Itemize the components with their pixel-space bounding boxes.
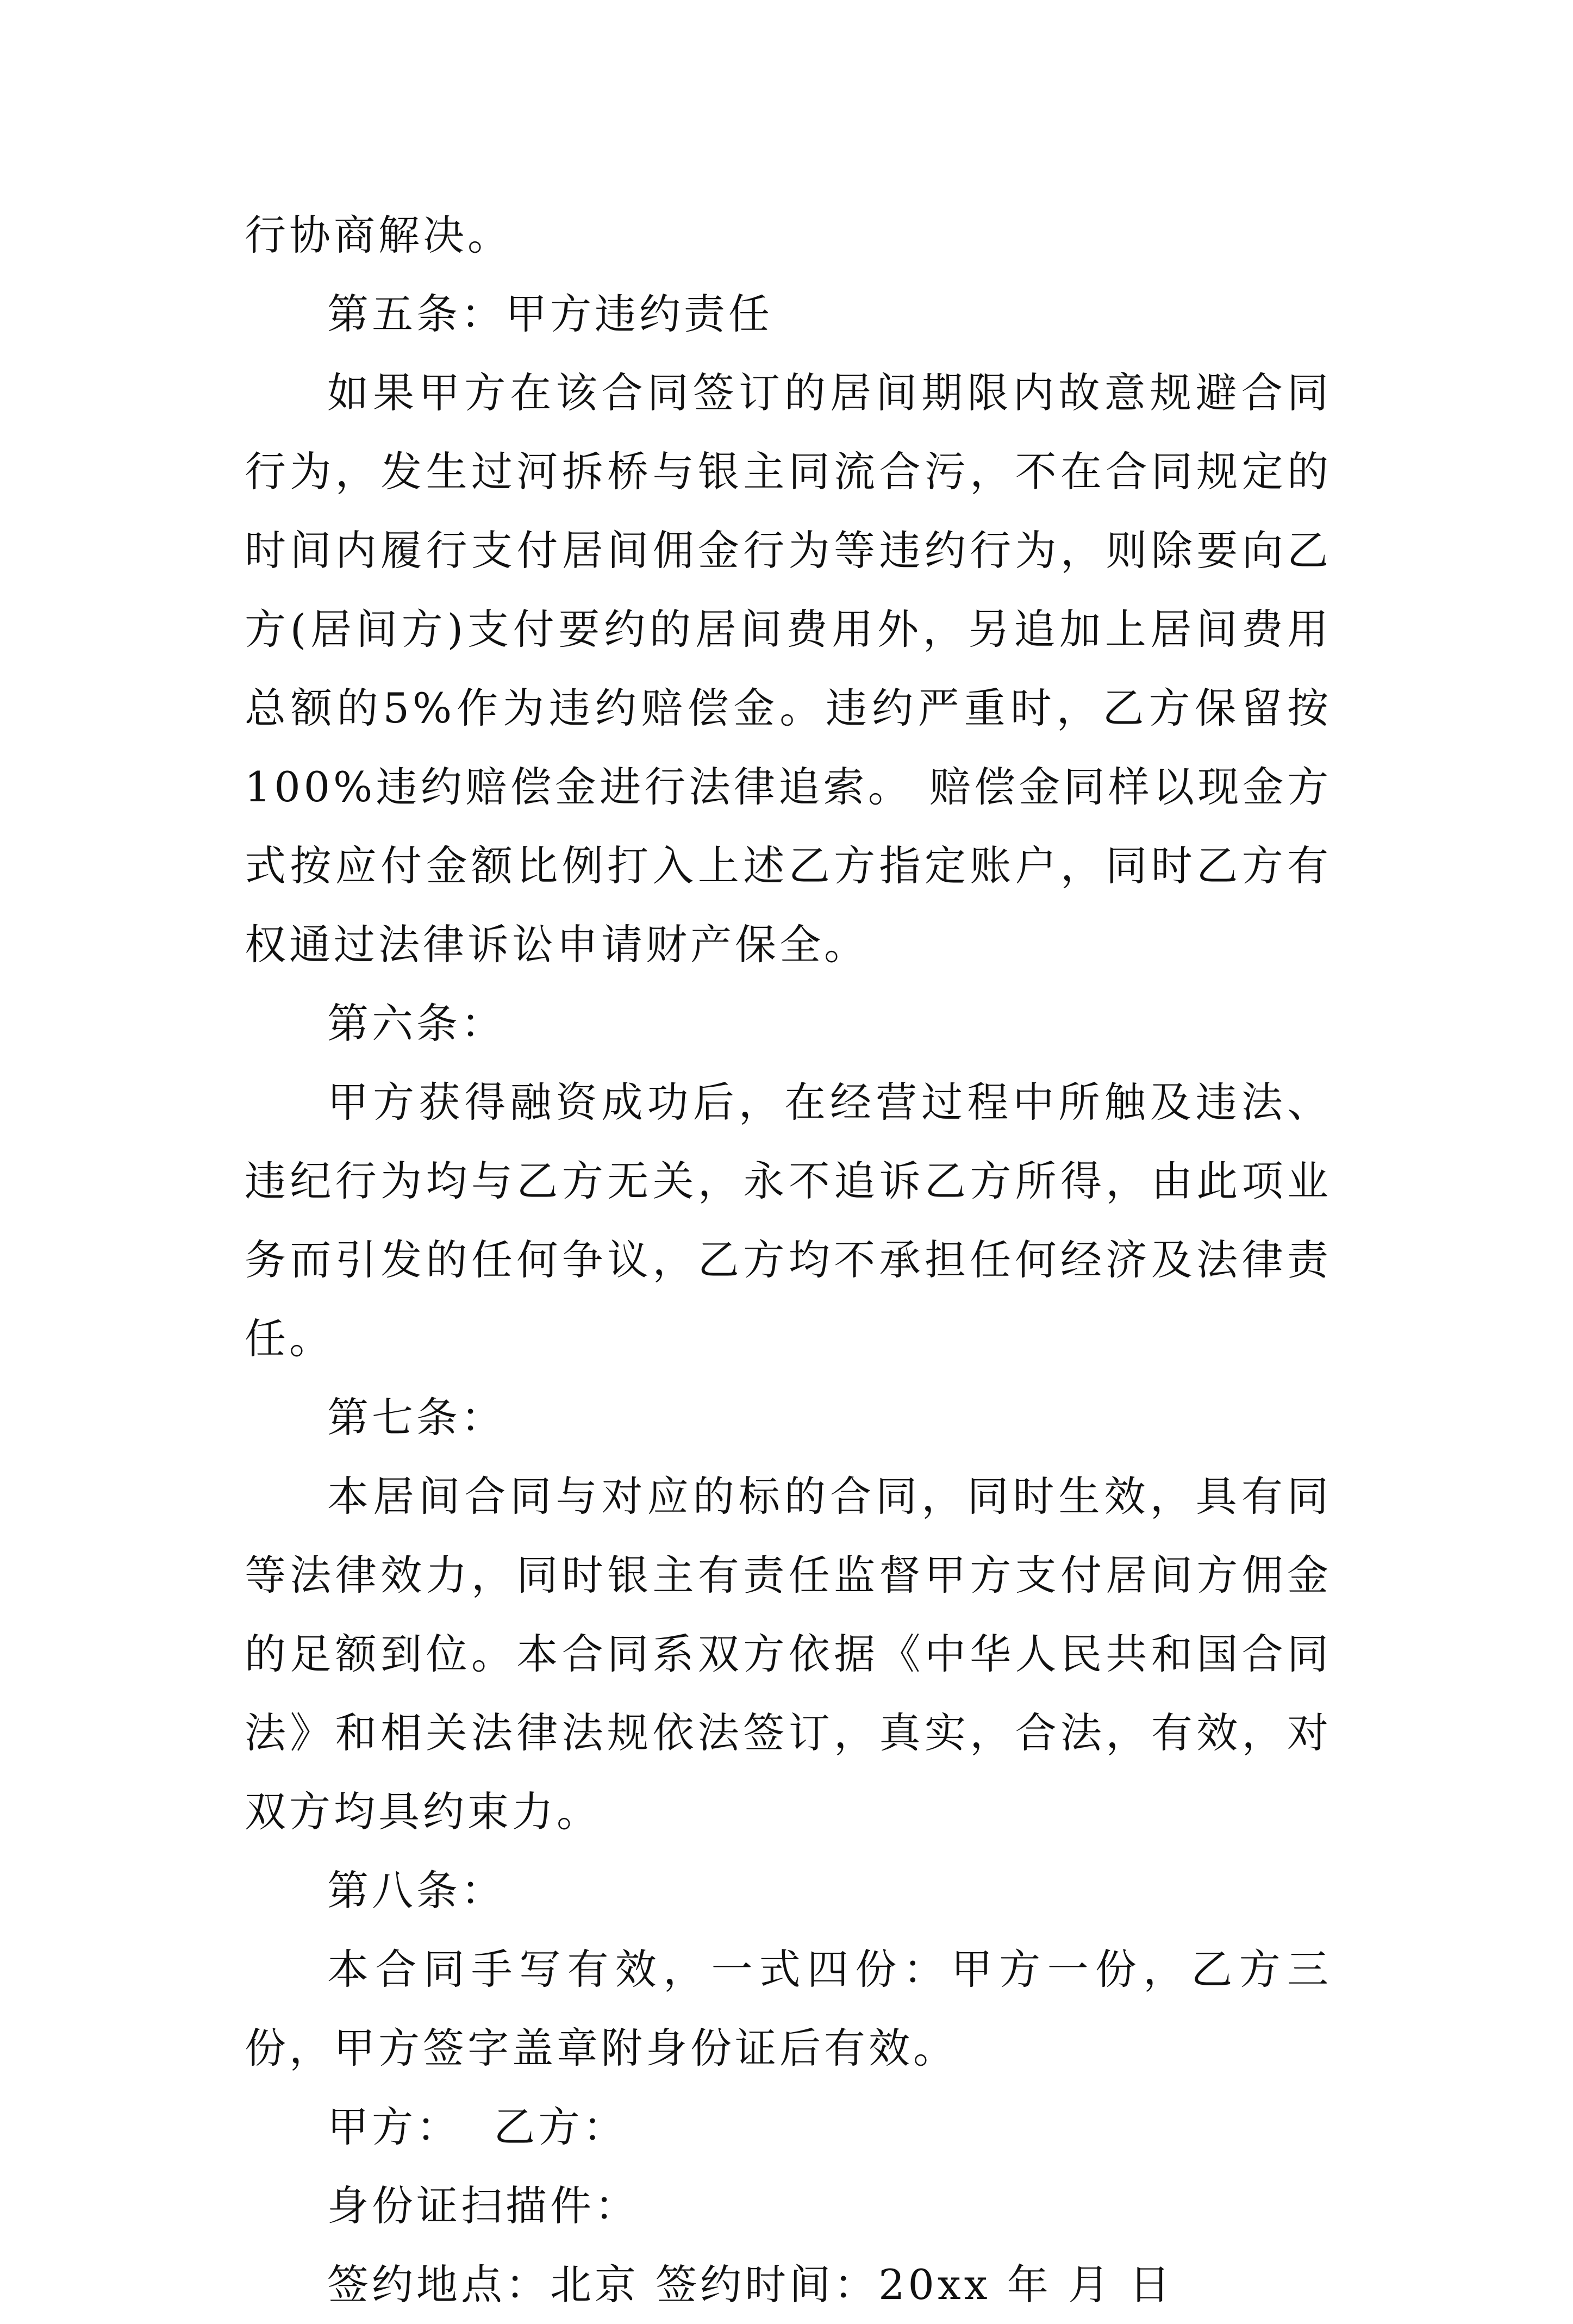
signing-place: 签约地点：北京 — [327, 2260, 639, 2309]
article-5-body: 如果甲方在该合同签订的居间期限内故意规避合同行为，发生过河拆桥与银主同流合污，不在合同规定的时间内履行支付居间佣金行为等违约行为，则除要向乙方(居间方)支付要约的居间费用外，另追加上居间费用总额的5%作为违约赔偿金。违约严重时，乙方保留按100%违约赔偿金进行法律追索。 赔偿金同样以现金方式按应付金额比例打入上述乙方指定账户，同时乙方有权通过法律诉讼申请财产保全。 — [245, 369, 1332, 969]
article-6-body: 甲方获得融资成功后，在经营过程中所触及违法、违纪行为均与乙方无关，永不追诉乙方所得，由此项业务而引发的任何争议，乙方均不承担任何经济及法律责任。 — [245, 1078, 1332, 1363]
article-7-body: 本居间合同与对应的标的合同，同时生效，具有同等法律效力，同时银主有责任监督甲方支付居间方佣金的足额到位。本合同系双方依据《中华人民共和国合同法》和相关法律法规依法签订，真实，合法，有效，对双方均具约束力。 — [245, 1472, 1332, 1836]
article-6-heading: 第六条： — [327, 999, 505, 1048]
paragraph-continuation: 行协商解决。 — [245, 211, 512, 259]
party-a-label: 甲方： — [327, 2103, 461, 2151]
article-8-body: 本合同手写有效，一式四份：甲方一份，乙方三份，甲方签字盖章附身份证后有效。 — [245, 1945, 1332, 2072]
article-5-heading: 第五条：甲方违约责任 — [327, 290, 773, 338]
article-8-heading: 第八条： — [327, 1866, 505, 1915]
signing-info-line — [245, 2245, 1332, 2324]
article-7-heading: 第七条： — [327, 1393, 505, 1442]
party-b-label: 乙方： — [494, 2103, 628, 2151]
document-body — [245, 196, 1332, 2324]
signature-parties-line — [245, 2088, 1332, 2166]
id-scan-label: 身份证扫描件： — [327, 2182, 639, 2230]
signing-time: 签约时间：20xx 年 月 日 — [656, 2260, 1174, 2309]
